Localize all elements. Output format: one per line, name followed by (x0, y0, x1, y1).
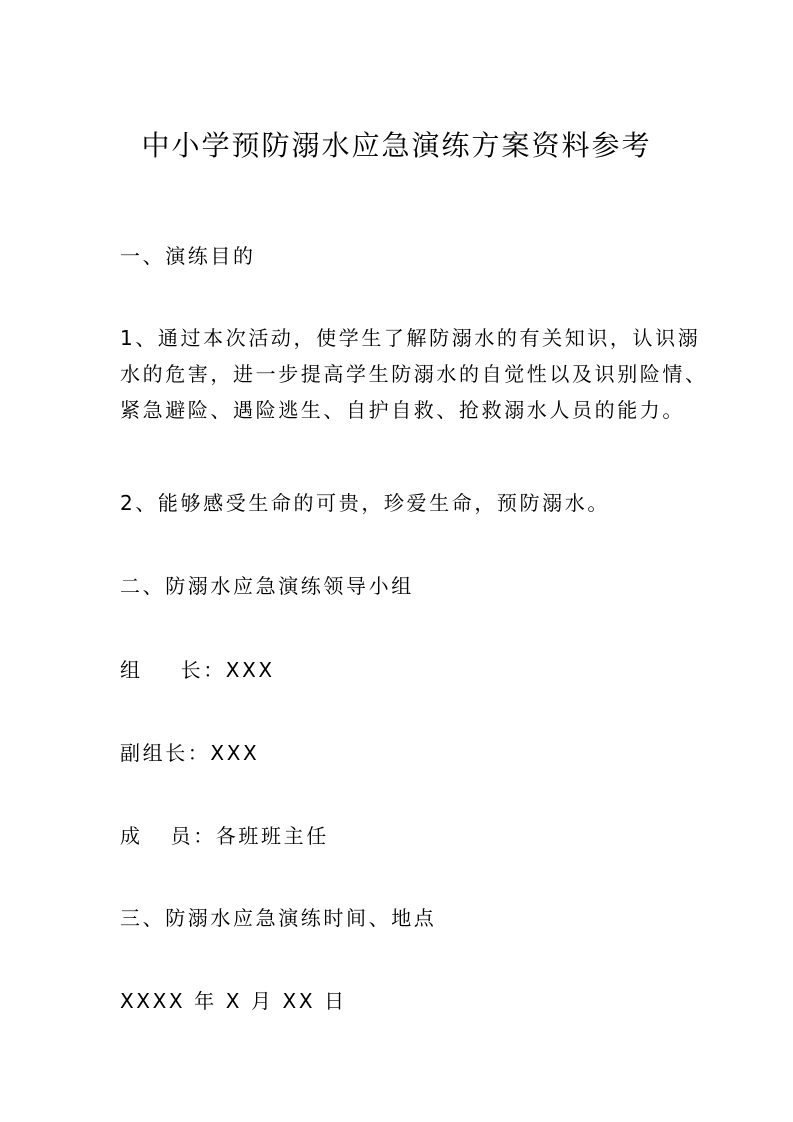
section-heading-purpose: 一、演练目的 (120, 244, 256, 268)
members-label-first-char: 成 (120, 824, 143, 848)
document-title: 中小学预防溺水应急演练方案资料参考 (141, 129, 652, 162)
purpose-item-1-line-1: 1、通过本次活动，使学生了解防溺水的有关知识，认识溺 (120, 326, 701, 350)
leader-label-rest: 长：XXX (180, 658, 275, 682)
purpose-item-1-line-2: 水的危害，进一步提高学生防溺水的自觉性以及识别险情、 (120, 362, 708, 386)
purpose-item-1 (120, 320, 708, 428)
deputy-leader-line: 副组长：XXX (120, 741, 260, 765)
purpose-item-1-line-3: 紧急避险、遇险逃生、自护自救、抢救溺水人员的能力。 (120, 398, 685, 422)
section-heading-time-place: 三、防溺水应急演练时间、地点 (120, 906, 437, 930)
purpose-item-2: 2、能够感受生命的可贵，珍爱生命，预防溺水。 (120, 491, 610, 515)
leader-label-first-char: 组 (120, 658, 143, 682)
members-label-rest: 员：各班班主任 (170, 824, 329, 848)
members-line (120, 818, 690, 854)
section-heading-leadership: 二、防溺水应急演练领导小组 (120, 574, 414, 598)
drill-date: XXXX 年 X 月 XX 日 (120, 989, 347, 1013)
leader-line (120, 652, 690, 688)
